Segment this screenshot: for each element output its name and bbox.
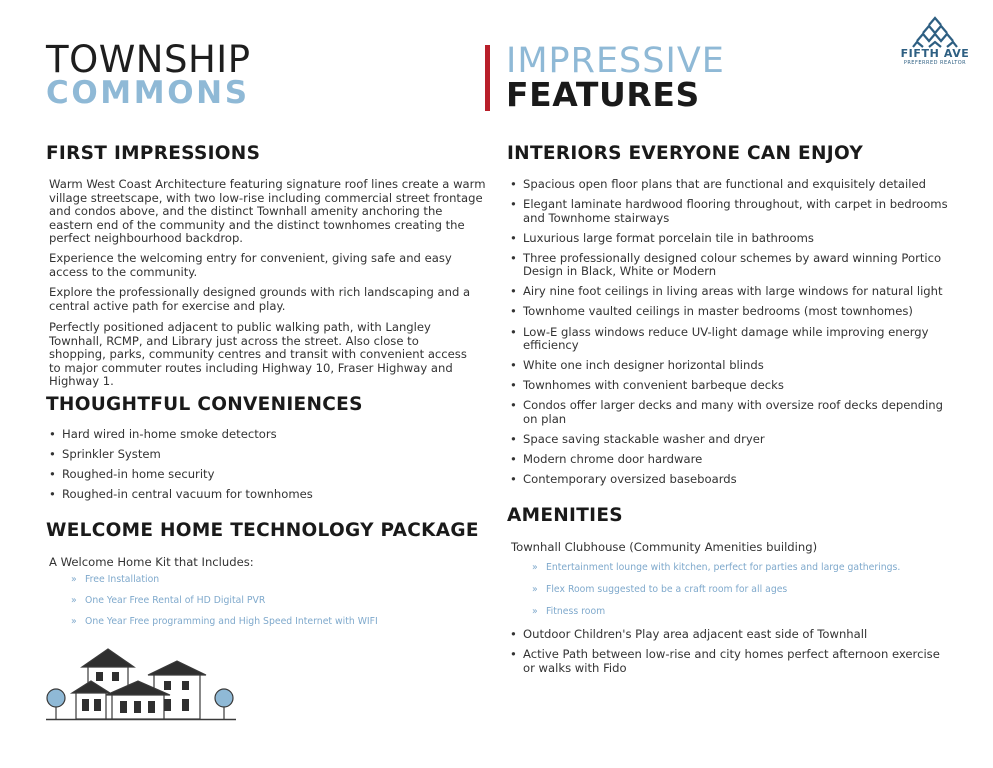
bullet-icon: • xyxy=(510,452,517,467)
chevron-icon: » xyxy=(71,595,77,606)
list-item: » Free Installation xyxy=(71,574,160,585)
list-item: • Condos offer larger decks and many with oversize roof decks depending on plan xyxy=(510,398,944,426)
chevron-icon: » xyxy=(532,562,538,573)
bullet-icon: • xyxy=(510,472,517,487)
list-item: • Space saving stackable washer and dryer xyxy=(510,431,765,446)
bullet-icon: • xyxy=(510,177,517,191)
townhomes-illustration-icon xyxy=(46,645,236,725)
list-item: » Fitness room xyxy=(532,606,606,617)
first-impressions-paragraph: Explore the professionally designed grounds with rich landscaping and a central active path for exercise and play. xyxy=(49,285,471,313)
chevron-icon: » xyxy=(532,584,538,595)
bullet-icon: • xyxy=(510,398,517,413)
bullet-icon: • xyxy=(510,324,517,339)
chevron-icon: » xyxy=(71,616,77,627)
technology-intro: A Welcome Home Kit that Includes: xyxy=(49,555,254,569)
amenities-heading: AMENITIES xyxy=(507,505,623,526)
first-impressions-paragraph: Experience the welcoming entry for convenient, giving safe and easy access to the community. xyxy=(49,251,452,279)
list-item: • Airy nine foot ceilings in living areas with large windows for natural light xyxy=(510,284,943,299)
list-item: • Roughed-in central vacuum for townhomes xyxy=(49,487,313,501)
clubhouse-list xyxy=(532,562,952,617)
list-item: » One Year Free programming and High Speed Internet with WIFI xyxy=(71,616,378,627)
list-item: • Elegant laminate hardwood flooring throughout, with carpet in bedrooms and Townhome stairways xyxy=(510,197,948,225)
bullet-icon: • xyxy=(510,250,517,265)
list-item: » Entertainment lounge with kitchen, perfect for parties and large gatherings. xyxy=(532,562,901,573)
technology-heading: WELCOME HOME TECHNOLOGY PACKAGE xyxy=(46,520,479,541)
list-item: • Sprinkler System xyxy=(49,447,161,461)
brand-tagline: PREFERRED REALTOR xyxy=(903,60,967,66)
header-title-impressive: IMPRESSIVE xyxy=(506,41,725,81)
logo-township: TOWNSHIP xyxy=(46,38,251,81)
bullet-icon: • xyxy=(510,358,517,373)
bullet-icon: • xyxy=(510,197,517,212)
header-title-features: FEATURES xyxy=(506,75,700,114)
brand-name: FIFTH AVE xyxy=(900,47,970,60)
amenities-list xyxy=(508,628,948,675)
list-item: • Contemporary oversized baseboards xyxy=(510,472,737,487)
list-item: • Low-E glass windows reduce UV-light damage while improving energy efficiency xyxy=(510,324,929,353)
list-item: • Townhomes with convenient barbeque decks xyxy=(510,378,784,393)
chevron-icon: » xyxy=(71,574,77,585)
bullet-icon: • xyxy=(510,284,517,299)
bullet-icon: • xyxy=(49,447,56,461)
conveniences-list xyxy=(47,428,467,502)
list-item: • Outdoor Children's Play area adjacent east side of Townhall xyxy=(510,627,868,641)
technology-list xyxy=(71,574,471,627)
header-accent-bar xyxy=(485,45,490,111)
interiors-list xyxy=(508,178,948,493)
logo-commons: COMMONS xyxy=(46,75,250,111)
bullet-icon: • xyxy=(510,304,517,319)
first-impressions-heading: FIRST IMPRESSIONS xyxy=(46,143,261,164)
list-item: • Townhome vaulted ceilings in master bedrooms (most townhomes) xyxy=(510,304,913,319)
list-item: • Luxurious large format porcelain tile in bathrooms xyxy=(510,230,814,245)
clubhouse-label: Townhall Clubhouse (Community Amenities building) xyxy=(511,540,818,554)
bullet-icon: • xyxy=(510,230,517,245)
bullet-icon: • xyxy=(49,487,56,501)
bullet-icon: • xyxy=(510,378,517,393)
list-item: » One Year Free Rental of HD Digital PVR xyxy=(71,595,266,606)
list-item: • Hard wired in-home smoke detectors xyxy=(49,427,277,441)
list-item: » Flex Room suggested to be a craft room for all ages xyxy=(532,584,788,595)
list-item: • Roughed-in home security xyxy=(49,467,215,481)
bullet-icon: • xyxy=(510,431,517,446)
list-item: • Spacious open floor plans that are functional and exquisitely detailed xyxy=(510,177,926,191)
bullet-icon: • xyxy=(510,627,517,641)
bullet-icon: • xyxy=(49,467,56,481)
bullet-icon: • xyxy=(510,647,517,661)
stacked-roofs-icon xyxy=(912,14,958,48)
bullet-icon: • xyxy=(49,427,56,441)
conveniences-heading: THOUGHTFUL CONVENIENCES xyxy=(46,394,363,415)
list-item: • White one inch designer horizontal blinds xyxy=(510,358,764,373)
chevron-icon: » xyxy=(532,606,538,617)
brand-logo xyxy=(895,14,975,67)
list-item: • Three professionally designed colour schemes by award winning Portico Design in Black, White or Modern xyxy=(510,250,942,279)
first-impressions-paragraph: Warm West Coast Architecture featuring signature roof lines create a warm village streetscape, with two low-rise including commercial street frontage and condos above, and the distinct Townhall amenity anchoring the eastern end of the community and the distinct townhomes creating the perfect neighbourhood backdrop. xyxy=(49,177,486,246)
first-impressions-paragraph: Perfectly positioned adjacent to public walking path, with Langley Townhall, RCMP, and Library just across the street. Also close to shopping, parks, community centres and transit with convenient access to major commuter routes including Highway 10, Fraser Highway and Highway 1. xyxy=(49,320,467,389)
list-item: • Modern chrome door hardware xyxy=(510,452,703,467)
interiors-heading: INTERIORS EVERYONE CAN ENJOY xyxy=(507,143,864,164)
list-item: • Active Path between low-rise and city homes perfect afternoon exercise or walks with Fido xyxy=(510,647,940,675)
